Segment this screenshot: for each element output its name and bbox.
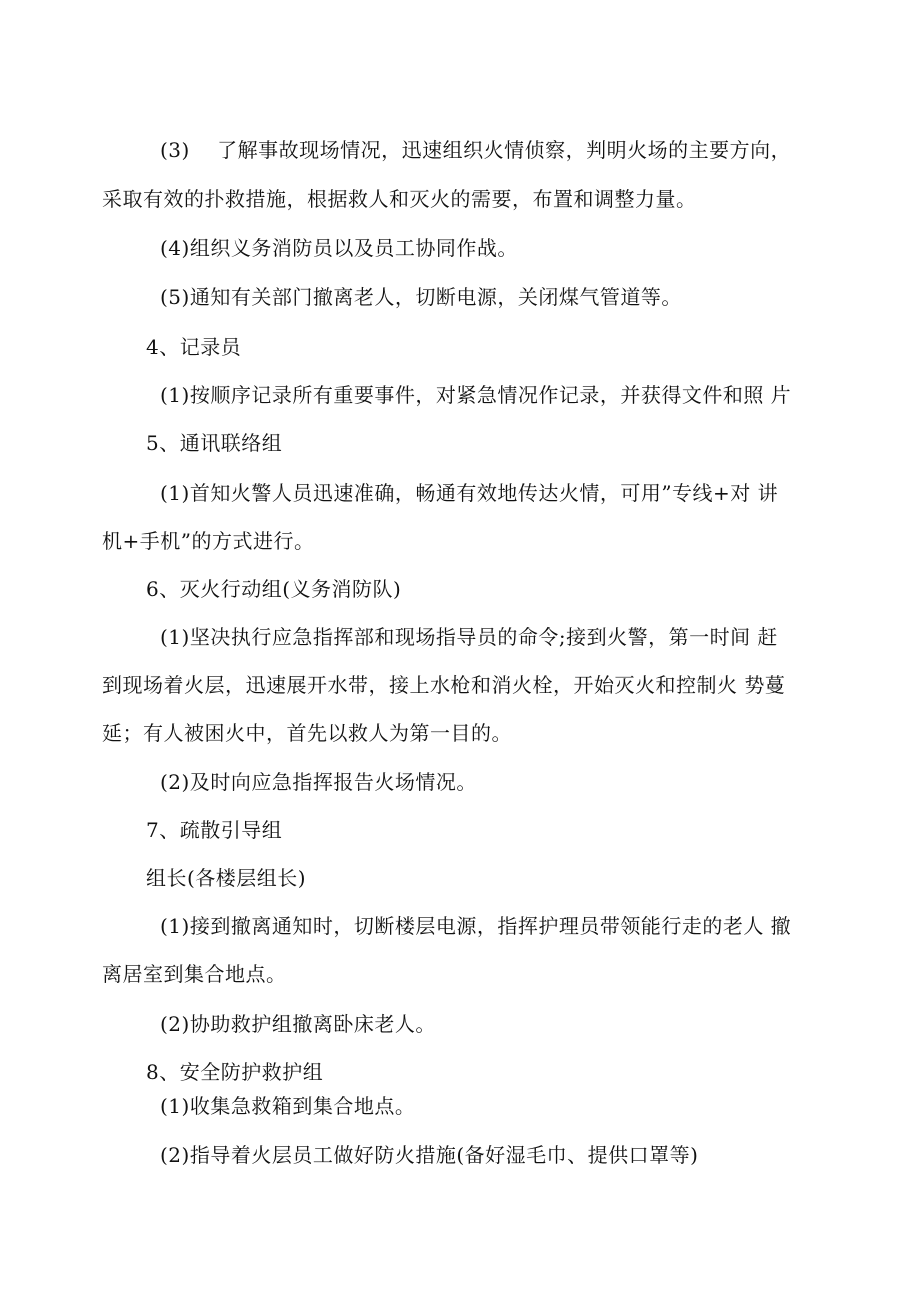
section-heading: 4、记录员 <box>146 335 242 359</box>
paragraph-line: (5)通知有关部门撤离老人，切断电源，关闭煤气管道等。 <box>160 285 682 309</box>
paragraph-line: 到现场着火层，迅速展开水带，接上水枪和消火栓，开始灭火和控制火 势蔓 <box>102 673 786 697</box>
paragraph-line: (1)首知火警人员迅速准确，畅通有效地传达火情，可用”专线+对 讲 <box>160 481 779 505</box>
section-heading: 8、安全防护救护组 <box>146 1060 324 1084</box>
paragraph-line: (2)指导着火层员工做好防火措施(备好湿毛巾、提供口罩等) <box>160 1143 699 1167</box>
paragraph-line: (1)坚决执行应急指挥部和现场指导员的命令;接到火警，第一时间 赶 <box>160 625 778 649</box>
section-heading: 5、通讯联络组 <box>146 431 283 455</box>
paragraph-line: 延；有人被困火中，首先以救人为第一目的。 <box>102 721 512 745</box>
paragraph-line: (1)接到撤离通知时，切断楼层电源，指挥护理员带领能行走的老人 撤 <box>160 914 792 938</box>
paragraph-line: (1)收集急救箱到集合地点。 <box>160 1094 416 1118</box>
paragraph-line: (3) 了解事故现场情况，迅速组织火情侦察，判明火场的主要方向， <box>160 138 792 162</box>
paragraph-line: (1)按顺序记录所有重要事件，对紧急情况作记录，并获得文件和照 片 <box>160 383 792 407</box>
paragraph-line: 采取有效的扑救措施，根据救人和灭火的需要，布置和调整力量。 <box>102 187 697 211</box>
subsection-heading: 组长(各楼层组长) <box>146 866 307 890</box>
paragraph-line: (2)及时向应急指挥报告火场情况。 <box>160 770 477 794</box>
paragraph-line: (4)组织义务消防员以及员工协同作战。 <box>160 236 518 260</box>
paragraph-line: (2)协助救护组撤离卧床老人。 <box>160 1012 436 1036</box>
section-heading: 6、灭火行动组(义务消防队) <box>146 577 402 601</box>
paragraph-line: 离居室到集合地点。 <box>102 962 287 986</box>
paragraph-line: 机+手机”的方式进行。 <box>102 529 315 553</box>
section-heading: 7、疏散引导组 <box>146 818 283 842</box>
